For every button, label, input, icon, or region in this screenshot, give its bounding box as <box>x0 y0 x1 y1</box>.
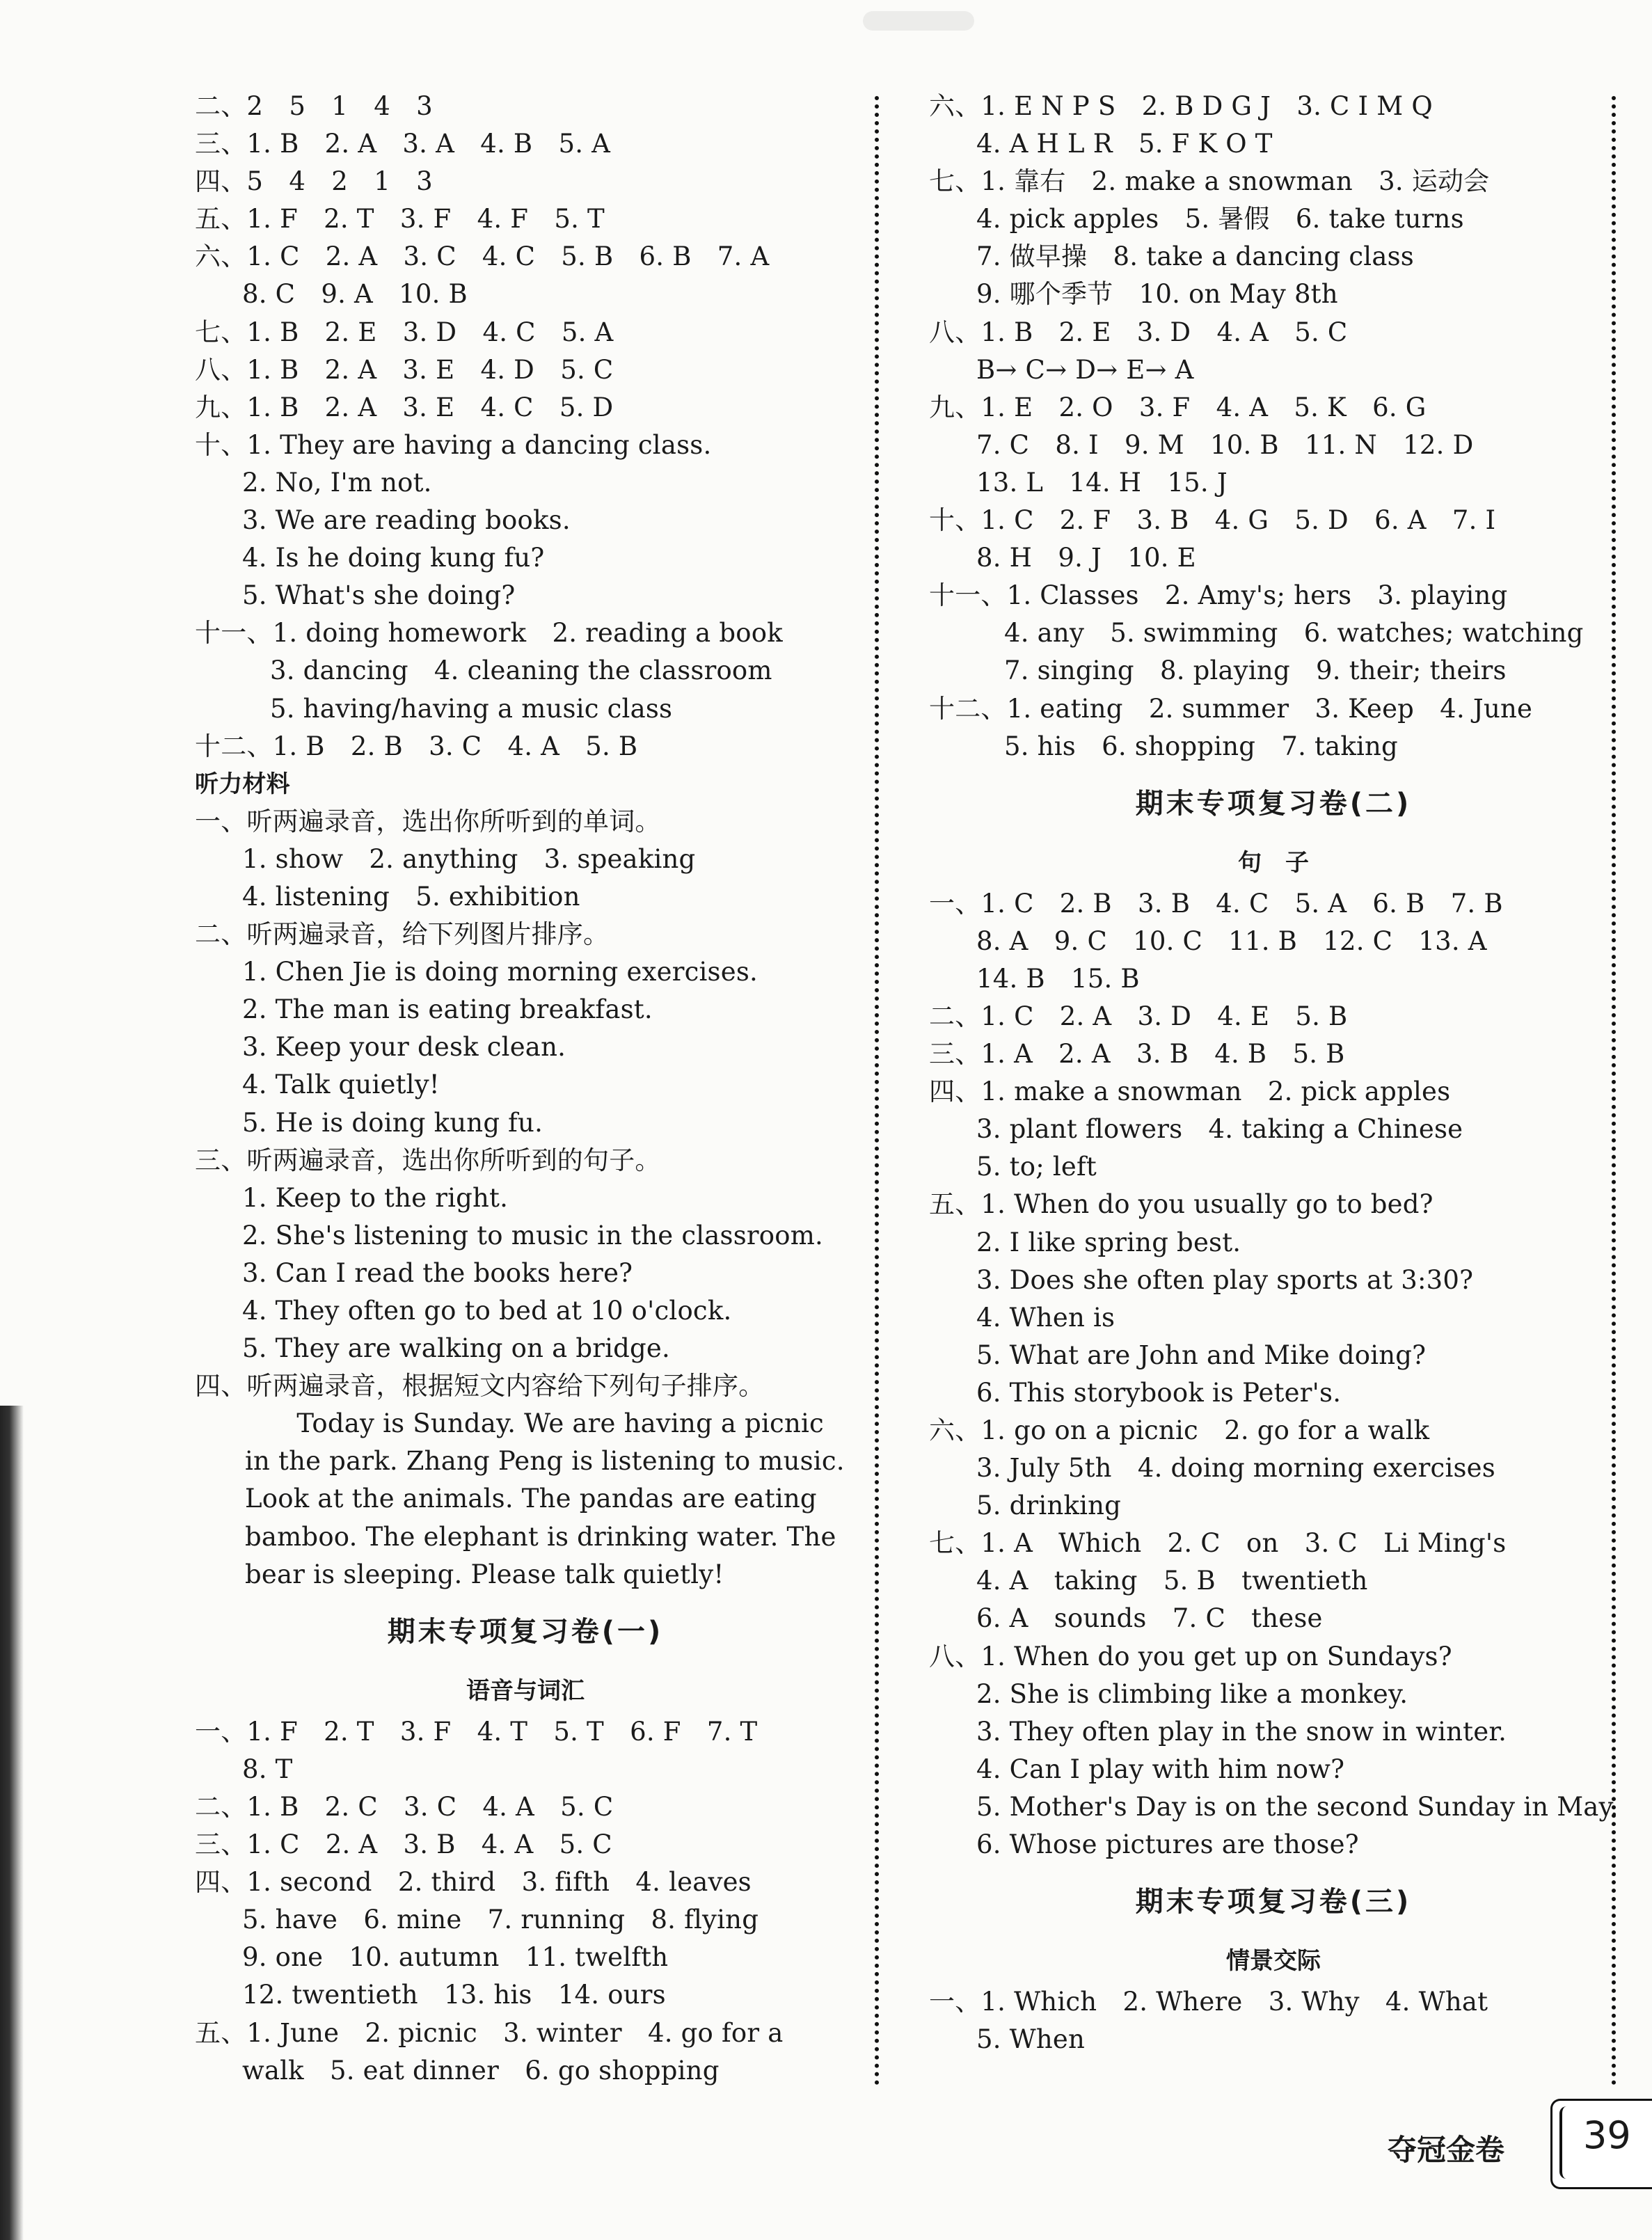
answer-line-indented: 1. show 2. anything 3. speaking <box>242 843 696 874</box>
answer-line: 十、1. They are having a dancing class. <box>195 429 712 460</box>
answer-line-indented: 3. Does she often play sports at 3:30? <box>976 1264 1474 1295</box>
answer-line-indented: 5. Mother's Day is on the second Sunday in May. <box>976 1791 1619 1822</box>
answer-line: 十二、1. eating 2. summer 3. Keep 4. June <box>929 693 1533 724</box>
answer-line-indented: 3. dancing 4. cleaning the classroom <box>270 656 772 686</box>
section-heading: 期末专项复习卷(二) <box>1135 787 1412 820</box>
answer-line: 八、1. B 2. A 3. E 4. D 5. C <box>195 354 614 385</box>
answer-line-indented: 3. Can I read the books here? <box>242 1257 633 1288</box>
answer-line-indented: 1. Keep to the right. <box>242 1182 509 1213</box>
answer-line: 一、1. C 2. B 3. B 4. C 5. A 6. B 7. B <box>929 888 1503 919</box>
answer-line-indented: 3. We are reading books. <box>242 505 571 536</box>
section-subheading: 语音与词汇 <box>466 1676 585 1705</box>
answer-line: 三、1. C 2. A 3. B 4. A 5. C <box>195 1829 612 1860</box>
section-subheading: 情景交际 <box>1226 1947 1321 1976</box>
answer-line: 八、1. When do you get up on Sundays? <box>929 1641 1452 1671</box>
right-answer-column <box>929 88 1618 2058</box>
answer-line-indented: 6. Whose pictures are those? <box>976 1829 1359 1860</box>
answer-line: 五、1. June 2. picnic 3. winter 4. go for a <box>195 2017 784 2048</box>
answer-line-indented: 4. listening 5. exhibition <box>242 881 580 912</box>
answer-line-indented: 2. She is climbing like a monkey. <box>976 1678 1408 1709</box>
answer-line: 二、1. B 2. C 3. C 4. A 5. C <box>195 1791 614 1822</box>
answer-line: 六、1. C 2. A 3. C 4. C 5. B 6. B 7. A <box>195 241 770 272</box>
right-edge-dots <box>1612 96 1616 2086</box>
passage-line: bamboo. The elephant is drinking water. The <box>245 1521 836 1552</box>
page-number-tab <box>1550 2099 1652 2189</box>
page-tab-bracket <box>1559 2106 1575 2179</box>
passage-line: Look at the animals. The pandas are eating <box>245 1484 817 1514</box>
answer-line: 八、1. B 2. E 3. D 4. A 5. C <box>929 317 1348 347</box>
answer-line: 九、1. B 2. A 3. E 4. C 5. D <box>195 392 614 422</box>
answer-line: 四、听两遍录音，根据短文内容给下列句子排序。 <box>195 1371 765 1401</box>
answer-line-indented: B→ C→ D→ E→ A <box>976 354 1194 385</box>
answer-line-indented: 4. When is <box>976 1302 1115 1333</box>
answer-line-indented: 5. What are John and Mike doing? <box>976 1340 1427 1370</box>
passage-line: bear is sleeping. Please talk quietly! <box>245 1559 724 1589</box>
answer-line: 三、听两遍录音，选出你所听到的句子。 <box>195 1145 661 1175</box>
answer-line-indented: 4. pick apples 5. 暑假 6. take turns <box>976 204 1464 235</box>
page-edge-shadow <box>0 1406 24 2240</box>
answer-line: 二、2 5 1 4 3 <box>195 91 433 121</box>
listening-material-label: 听力材料 <box>195 770 290 798</box>
answer-line-indented: 5. He is doing kung fu. <box>242 1107 543 1138</box>
answer-line: 九、1. E 2. O 3. F 4. A 5. K 6. G <box>929 392 1427 422</box>
answer-line: 四、1. second 2. third 3. fifth 4. leaves <box>195 1867 752 1898</box>
answer-line: 二、听两遍录音，给下列图片排序。 <box>195 919 610 950</box>
answer-line-indented: 12. twentieth 13. his 14. ours <box>242 1980 666 2010</box>
answer-line-indented: 6. A sounds 7. C these <box>976 1603 1323 1634</box>
answer-line-indented: 4. Talk quietly! <box>242 1070 440 1100</box>
answer-line: 十一、1. Classes 2. Amy's; hers 3. playing <box>929 580 1508 611</box>
answer-line-indented: 2. I like spring best. <box>976 1227 1241 1257</box>
answer-line: 十二、1. B 2. B 3. C 4. A 5. B <box>195 731 638 761</box>
answer-line-indented: 6. This storybook is Peter's. <box>976 1377 1342 1408</box>
answer-line-indented: 7. 做早操 8. take a dancing class <box>976 241 1414 272</box>
scan-smudge <box>863 11 974 31</box>
answer-line-indented: 5. drinking <box>976 1491 1122 1521</box>
passage-line: in the park. Zhang Peng is listening to music. <box>245 1446 845 1477</box>
answer-line: 七、1. 靠右 2. make a snowman 3. 运动会 <box>929 166 1490 197</box>
answer-line: 五、1. F 2. T 3. F 4. F 5. T <box>195 204 605 235</box>
answer-line-indented: 3. July 5th 4. doing morning exercises <box>976 1453 1495 1484</box>
answer-line-indented: 13. L 14. H 15. J <box>976 467 1228 498</box>
answer-line-indented: 5. What's she doing? <box>242 580 516 611</box>
answer-line-indented: 2. No, I'm not. <box>242 467 432 498</box>
answer-line-indented: 9. 哪个季节 10. on May 8th <box>976 279 1338 310</box>
answer-line-indented: 14. B 15. B <box>976 963 1140 994</box>
answer-line: 十一、1. doing homework 2. reading a book <box>195 618 783 649</box>
answer-line-indented: 5. his 6. shopping 7. taking <box>1004 731 1398 761</box>
answer-line-indented: 5. They are walking on a bridge. <box>242 1333 670 1364</box>
answer-line-indented: 5. having/having a music class <box>270 693 673 724</box>
answer-line-indented: 8. H 9. J 10. E <box>976 543 1196 573</box>
answer-line-indented: 4. A taking 5. B twentieth <box>976 1566 1368 1596</box>
answer-line: 一、1. Which 2. Where 3. Why 4. What <box>929 1987 1488 2017</box>
answer-line: 六、1. go on a picnic 2. go for a walk <box>929 1415 1430 1445</box>
answer-line: 一、1. F 2. T 3. F 4. T 5. T 6. F 7. T <box>195 1716 758 1747</box>
answer-line-indented: 3. plant flowers 4. taking a Chinese <box>976 1114 1463 1145</box>
answer-line: 七、1. B 2. E 3. D 4. C 5. A <box>195 317 614 347</box>
answer-line: 十、1. C 2. F 3. B 4. G 5. D 6. A 7. I <box>929 505 1496 536</box>
left-answer-column <box>195 88 856 2090</box>
answer-line: 三、1. B 2. A 3. A 4. B 5. A <box>195 129 611 159</box>
answer-line-indented: 4. Is he doing kung fu? <box>242 543 545 573</box>
answer-line-indented: 2. The man is eating breakfast. <box>242 994 653 1025</box>
answer-line-indented: 8. T <box>242 1754 293 1784</box>
answer-line-indented: 5. When <box>976 2024 1086 2055</box>
answer-line-indented: 5. to; left <box>976 1152 1097 1182</box>
answer-line-indented: walk 5. eat dinner 6. go shopping <box>242 2055 720 2086</box>
answer-line: 一、听两遍录音，选出你所听到的单词。 <box>195 806 661 836</box>
answer-line-indented: 7. singing 8. playing 9. their; theirs <box>1004 656 1507 686</box>
footer-brand-label: 夺冠金卷 <box>1388 2133 1505 2167</box>
answer-line: 四、5 4 2 1 3 <box>195 166 433 197</box>
section-subheading: 句 子 <box>1238 848 1309 877</box>
column-divider-dots <box>875 96 879 2086</box>
answer-line: 七、1. A Which 2. C on 3. C Li Ming's <box>929 1528 1507 1559</box>
section-heading: 期末专项复习卷(三) <box>1135 1886 1412 1919</box>
answer-line-indented: 4. any 5. swimming 6. watches; watching <box>1004 618 1584 649</box>
answer-line-indented: 4. They often go to bed at 10 o'clock. <box>242 1296 732 1326</box>
answer-line: 五、1. When do you usually go to bed? <box>929 1189 1433 1220</box>
answer-line: 二、1. C 2. A 3. D 4. E 5. B <box>929 1001 1348 1031</box>
answer-line-indented: 2. She's listening to music in the classroom. <box>242 1220 823 1250</box>
answer-line-indented: 4. Can I play with him now? <box>976 1754 1345 1784</box>
answer-line: 三、1. A 2. A 3. B 4. B 5. B <box>929 1039 1345 1070</box>
page-number: 39 <box>1583 2113 1631 2157</box>
answer-line-indented: 7. C 8. I 9. M 10. B 11. N 12. D <box>976 429 1474 460</box>
answer-line-indented: 8. C 9. A 10. B <box>242 279 468 310</box>
answer-line-indented: 3. Keep your desk clean. <box>242 1032 566 1063</box>
answer-line-indented: 9. one 10. autumn 11. twelfth <box>242 1942 669 1973</box>
answer-line-indented: 4. A H L R 5. F K O T <box>976 129 1273 159</box>
answer-line-indented: 3. They often play in the snow in winter. <box>976 1716 1507 1747</box>
answer-line: 四、1. make a snowman 2. pick apples <box>929 1077 1451 1107</box>
answer-line-indented: 8. A 9. C 10. C 11. B 12. C 13. A <box>976 926 1487 956</box>
answer-line: 六、1. E N P S 2. B D G J 3. C I M Q <box>929 91 1433 121</box>
answer-line-indented: 5. have 6. mine 7. running 8. flying <box>242 1905 759 1935</box>
passage-line: Today is Sunday. We are having a picnic <box>245 1408 824 1439</box>
answer-line-indented: 1. Chen Jie is doing morning exercises. <box>242 957 758 987</box>
section-heading: 期末专项复习卷(一) <box>387 1615 664 1648</box>
